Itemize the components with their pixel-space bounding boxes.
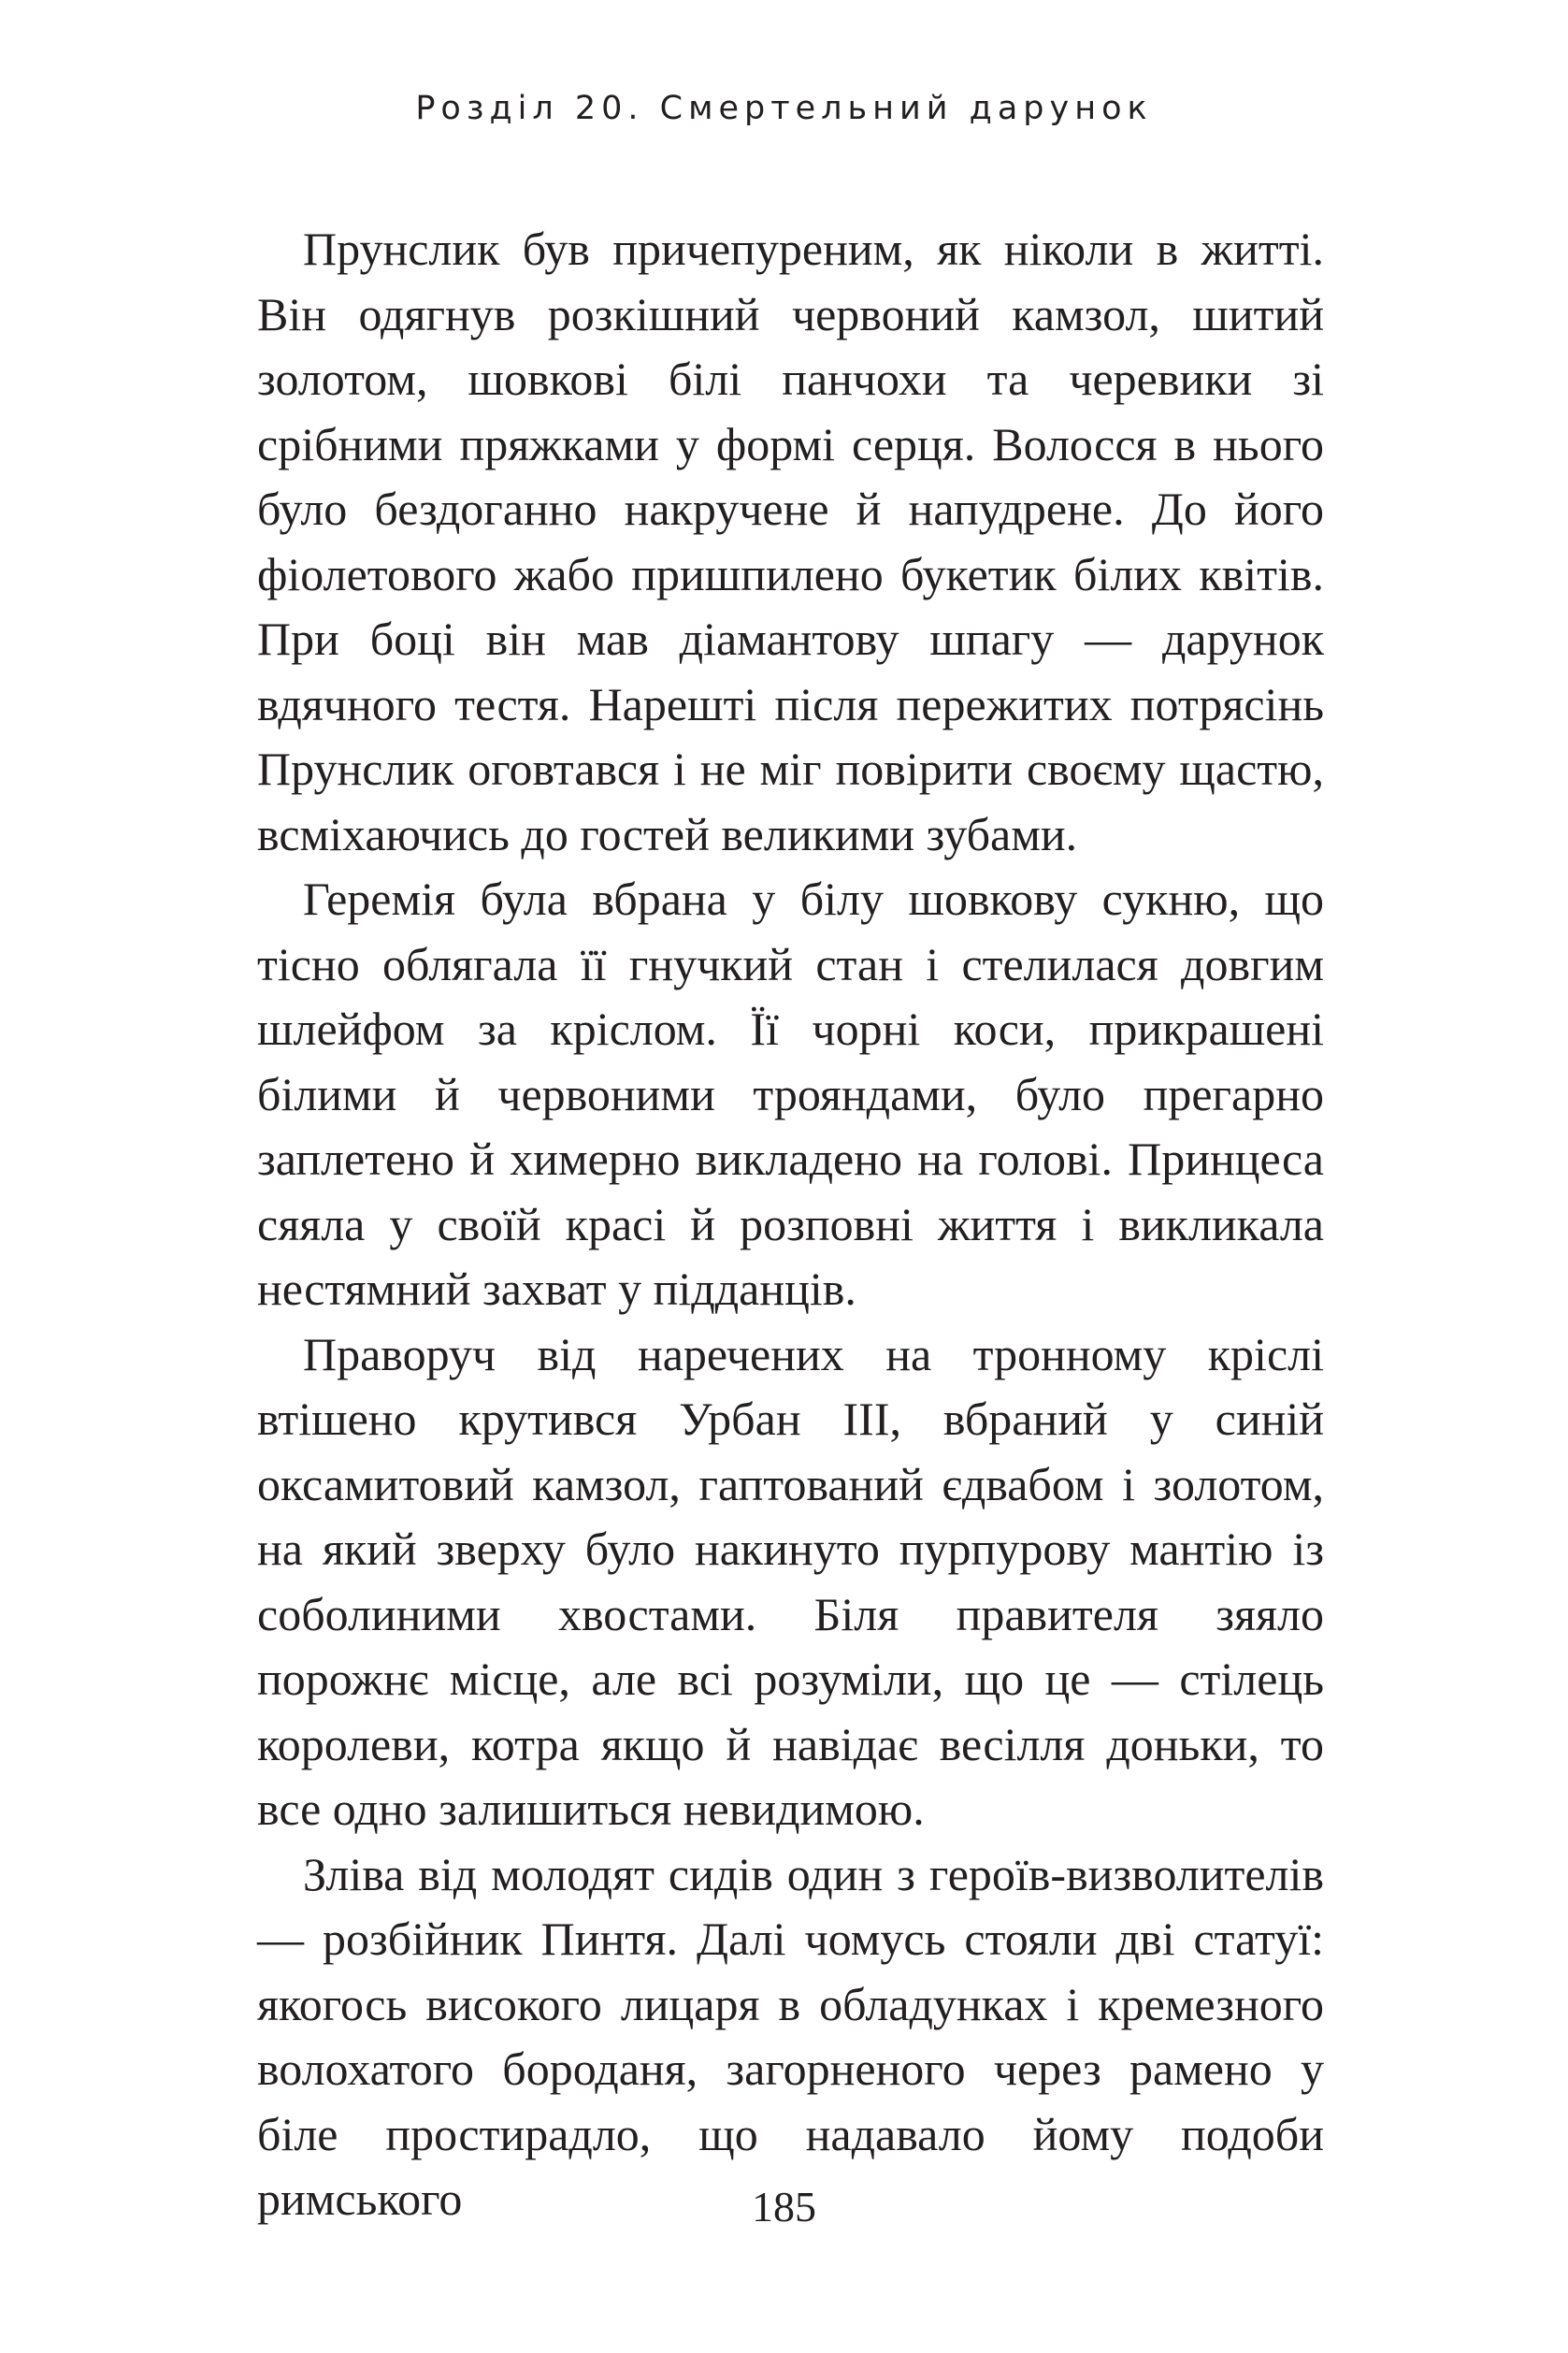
running-header: Розділ 20. Смертельний дарунок <box>415 90 1153 127</box>
paragraph: Геремія була вбрана у білу шовкову сукню, що тісно облягала її гнучкий стан і стелилася довгим шлейфом за кріслом. Її чорні коси, прикрашені білими й червоними трояндами, було прегарно заплетено й химерно викладено на голові. Принцеса сяяла у своїй красі й розповні життя і викликала нестямний захват у підданців. <box>257 873 1324 1315</box>
paragraph: Праворуч від наречених на тронному кріслі втішено крутився Урбан III, вбраний у синій оксамитовий камзол, гаптований єдвабом і золотом, на який зверху було накинуто пурпурову мантію із соболиними хвостами. Біля правителя зяяло порожнє місце, але всі розуміли, що це — стілець королеви, котра якщо й навідає весілля доньки, то все одно залишиться невидимою. <box>257 1327 1324 1835</box>
paragraph: Прунслик був причепуреним, як ніколи в житті. Він одягнув розкішний червоний камзол, шитий золотом, шовкові білі панчохи та черевики зі срібними пряжками у формі серця. Волосся в нього було бездоганно накручене й напудрене. До його фіолетового жабо пришпилено букетик білих квітів. При боці він мав діамантову шпагу — дарунок вдячного тестя. Нарешті після пережитих потрясінь Прунслик оговтався і не міг повірити своєму щастю, всміхаючись до гостей великими зубами. <box>257 223 1324 860</box>
paragraph: Зліва від молодят сидів один з героїв-визволителів — розбійник Пинтя. Далі чомусь стояли дві статуї: якогось високого лицаря в обладунках і кремезного волохатого бороданя, загорненого через рамено у біле простирадло, що надавало йому подоби римського <box>257 1847 1324 2225</box>
body-text <box>257 217 1324 2232</box>
page-number: 185 <box>752 2183 816 2230</box>
